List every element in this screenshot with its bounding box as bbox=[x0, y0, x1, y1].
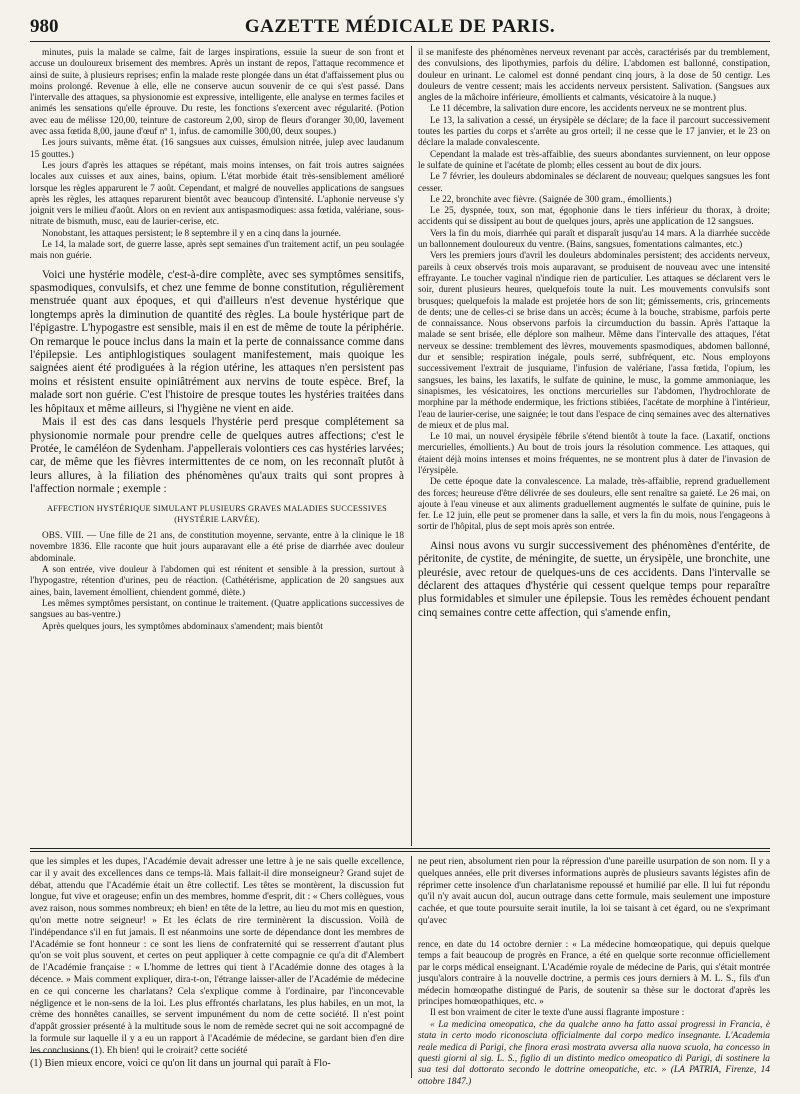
paragraph: Le 25, dyspnée, toux, son mat, égophonie dans le tiers inférieur du thorax, à droite; accidents qui se dissipent au bout de quelques jours, après une application de 12 sangsues. bbox=[418, 206, 770, 228]
paragraph: Vers les premiers jours d'avril les douleurs abdominales persistent; des accidents nerveux, pareils à ceux observés trois mois auparavant, se produisent de nouveau avec une intensité effrayante. Le toucher vaginal n'indique rien de particulier. Les attaques se déclarent vers le soir, durent plusieurs heures, quelquefois toute la nuit. Les mouvements convulsifs sont brusques; quelquefois la malade est projetée hors de son lit; gémissements, cris, grincements de dents; une de celles-ci se brise dans un accès; écume à la bouche, strabisme, parfois perte de connaissance. Nous observons parfois la circumduction du bassin. Après l'attaque la malade se sent brisée, elle déplore son malheur. Même dans l'intervalle des attaques, l'état nerveux se dessine: tremblement des lèvres, mouvements spasmodiques, abdomen ballonné, dur et sensible; respiration inégale, pouls serré, subfréquent, etc. Nous employons successivement l'extrait de jusquiame, l'infusion de valériane, l'assa fœtida, l'opium, les sangsues, les bains, les laxatifs, le sulfate de quinine, le musc, la gomme ammoniaque, les sinapismes, les vésicatoires, les onctions mercurielles sur l'abdomen, l'hydrochlorate de morphine par la méthode endermique, les frictions stibiées, l'acétate de morphine à l'intérieur, l'eau de laurier-cerise, une saignée; le tout dans l'espace de cinq semaines avec des alternatives de mieux et de plus mal. bbox=[418, 251, 770, 431]
paragraph: Cependant la malade est très-affaiblie, des sueurs abondantes surviennent, on leur oppose le sulfate de quinine et l'acétate de plomb; elles cessent au bout de dix jours. bbox=[418, 149, 770, 171]
paragraph: Le 11 décembre, la salivation dure encore, les accidents nerveux ne se montrent plus. bbox=[430, 104, 747, 115]
feuilleton-right-bottom bbox=[418, 940, 770, 1087]
feuilleton-right-top bbox=[418, 856, 770, 938]
page-title: GAZETTE MÉDICALE DE PARIS. bbox=[244, 16, 556, 37]
paragraph: OBS. VIII. — Une fille de 21 ans, de constitution moyenne, servante, entre à la clinique le 18 novembre 1836. Elle raconte que huit jours auparavant elle a été prise de diarrhée avec douleur abdominale. bbox=[30, 531, 404, 564]
paragraph: Le 10 mai, un nouvel érysipèle fébrile s'étend bientôt à toute la face. (Laxatif, onctions mercurielles, émollients.) Au bout de trois jours la résolution commence. Les attaques, qui étaient déjà moins intenses et moins fréquentes, ne se montrent plus à dater de l'invasion de l'érysipèle. bbox=[418, 432, 770, 476]
page-header bbox=[30, 14, 770, 42]
paragraph: De cette époque date la convalescence. La malade, très-affaiblie, reprend graduellement des forces; heureuse d'être délivrée de ses douleurs, elle sent renaître sa gaieté. Le 26 mai, on ajoute à l'eau vineuse et aux aliments graduellement augmentés le sulfate de quinine, puis le fer. Le 12 juin, elle peut se promener dans la salle, et vers la fin du mois, nous l'engageons à sortir de l'hôpital, plus de sept mois après son entrée. bbox=[418, 477, 770, 533]
paragraph: Il est bon vraiment de citer le texte d'une aussi flagrante imposture : bbox=[430, 1008, 685, 1019]
paragraph: ne peut rien, absolument rien pour la répression d'une pareille usurpation de son nom. Il y a quelques années, elle prit diverses informations auprès de plusieurs savants légistes afin de réprimer cette insolence d'un charlatanisme repoussé et humilié par elle. Il lui fut répondu qu'il n'y avait aucun dol, aucun outrage dans cette formule, mais seulement une imposture cachée, et que toute poursuite serait inutile, la loi se taisant à cet égard, ou ne s'exprimant qu'avec bbox=[418, 856, 770, 926]
section-heading: AFFECTION HYSTÉRIQUE SIMULANT PLUSIEURS GRAVES MALADIES SUCCESSIVES bbox=[47, 503, 387, 513]
right-column bbox=[418, 48, 770, 844]
paragraph: Le 22, bronchite avec fièvre. (Saignée de 300 gram., émollients.) bbox=[430, 194, 672, 205]
paragraph: Le 14, la malade sort, de guerre lasse, après sept semaines d'un traitement actif, un peu soulagée mais non guérie. bbox=[30, 240, 404, 262]
paragraph: Les jours suivants, même état. (16 sangsues aux cuisses, émulsion nitrée, julep avec laudanum 15 gouttes.) bbox=[30, 138, 404, 160]
section-subheading: (HYSTÉRIE LARVÉE). bbox=[174, 514, 260, 524]
section-rule bbox=[30, 848, 770, 849]
paragraph: rence, en date du 14 octobre dernier : « La médecine homœopatique, qui depuis quelque temps a fait beaucoup de progrès en France, a été en quelque sorte reconnue officiellement par le corps médical enseignant. L'Académie royale de médecine de Paris, qui s'était montrée jusqu'alors contraire à la nouvelle doctrine, a permis ces jours derniers à M. L. S., fils d'un médecin homœopathe distingué de Paris, de soutenir sa thèse sur le doctorat d'après les principes homœopathiques, etc. » bbox=[418, 940, 770, 1008]
paragraph: Après quelques jours, les symptômes abdominaux s'amendent; mais bientôt bbox=[42, 621, 323, 632]
paragraph: Voici une hystérie modèle, c'est-à-dire complète, avec ses symptômes sensitifs, spasmodiques, convulsifs, et chez une femme de bonne constitution, régulièrement menstruée quant aux époques, et qui d'ailleurs n'est devenue hystérique que longtemps après la diminution de quantité des règles. La boule hystérique part de l'épigastre. L'hypogastre est sensible, mais il en est de même de toute la périphérie. On remarque le pouce inclus dans la main et la perte de connaissance comme dans l'épilepsie. Les antiphlogistiques soulagent manifestement, mais quoique les saignées aient été prodiguées à la région utérine, les attaques n'en persistent pas moins et résistent ensuite opiniâtrément aux nervins de toute espèce. Bref, la malade sort non guérie. C'est l'histoire de presque toutes les hystéries traitées dans les hôpitaux et même ailleurs, si l'hygiène ne vient en aide. bbox=[30, 268, 404, 415]
footnote-rule bbox=[30, 1052, 90, 1053]
page-number: 980 bbox=[30, 16, 59, 37]
paragraph: Ainsi nous avons vu surgir successivement des phénomènes d'entérite, de péritonite, de cystite, de méningite, de suette, un érysipèle, une bronchite, une pleurésie, avec retour de quelques-uns de ces accidents. Dans l'intervalle se déclarent des attaques d'hystérie qui cessent quelque temps pour reparaître plus formidables et simuler une épilepsie. Tous les remèdes échouent pendant cinq semaines contre cette affection, qui s'amende enfin, bbox=[418, 539, 770, 619]
paragraph: Nonobstant, les attaques persistent; le 8 septembre il y en a cinq dans la journée. bbox=[42, 228, 341, 239]
paragraph: A son entrée, vive douleur à l'abdomen qui est rénitent et sensible à la pression, surtout à l'hypogastre, rétention d'urines, peu de réaction. (Cathétérisme, application de 20 sangsues aux aines, bain, lavement émollient, chiendent gommé, diète.) bbox=[30, 565, 404, 598]
header-rule bbox=[30, 41, 770, 42]
section-rule bbox=[30, 851, 770, 852]
paragraph: Le 13, la salivation a cessé, un érysipèle se déclare; de la face il parcourt successivement toutes les parties du corps et s'arrête au gros orteil; il ne cesse que le 17 janvier, et le 23 on déclare la malade convalescente. bbox=[418, 115, 770, 149]
paragraph: Mais il est des cas dans lesquels l'hystérie perd presque complétement sa physionomie normale pour prendre celle de quelques autres affections; c'est le Protée, le caméléon de Sydenham. J'appellerais volontiers ces cas hystéries larvées; car, de même que les fièvres intermittentes de ce nom, on les reconnaît plutôt à leurs allures, à la filiation des phénomènes qu'aux traits qui sont propres à l'affection normale ; exemple : bbox=[30, 416, 404, 496]
column-divider bbox=[411, 856, 412, 1078]
footnote: (1) Bien mieux encore, voici ce qu'on lit dans un journal qui paraît à Flo- bbox=[30, 1058, 331, 1069]
paragraph: Les jours d'après les attaques se répétant, mais moins intenses, on fait trois autres saignées locales aux cuisses et aux aines, bains, opium. L'état morbide était très-sensiblement amélioré lorsque les règles apparurent le 7 août. Cependant, et malgré de nouvelles applications de sangsues après les règles, les attaques reparurent bientôt avec beaucoup d'intensité. L'aphonie nerveuse s'y joignit vers le milieu d'août. Alors on en revient aux antispasmodiques: assa fœtida, valériane, sous-nitrate de bismuth, musc, eau de laurier-cerise, etc. bbox=[30, 160, 404, 228]
paragraph: que les simples et les dupes, l'Académie devait adresser une lettre à je ne sais quelle excellence, car il y avait des excellences dans ce temps-là. Mais fallait-il dire monseigneur? Grand sujet de débat, attendu que l'Académie était un être collectif. Les têtes se montèrent, la discussion fut longue, fut vive et orageuse; enfin un des membres, homme d'esprit, dit : « Chers collègues, vous avez raison, nous sommes nombreux; eh bien! en tête de la lettre, au lieu du mot mis en question, qu'on mette notre seigneur! » Et les éclats de rire terminèrent la discussion. Voilà de l'indépendance s'il en fut jamais. Il est néanmoins une sorte de dépendance dont les membres de l'Académie se font honneur : ce sont les liens de confraternité qui se resserrent d'autant plus qu'on se voit plus souvent, et certes on peut appliquer à cette compagnie ce qu'a dit d'Alembert de l'Académie française : « L'homme de lettres qui tient à l'Académie donne des otages à la décence. » Mais comment expliquer, dira-t-on, l'étrange laisser-aller de l'Académie de médecine en ce qui concerne les charlatans? Cela s'explique comme à l'ordinaire, par l'inconcevable négligence et le non-sens de la loi. Les plus effrontés charlatans, les plus habiles, en un mot, la crème des honnêtes canailles, se servent impunément du nom de cette société. Il n'est point d'appât grossier présenté à la multitude sous le nom de remède secret qui ne soit accompagné de la formule sur laquelle il y a eu un rapport à l'Académie de médecine, se gardant bien d'en dire les conclusions (1). Eh bien! qui le croirait? cette société bbox=[30, 856, 404, 1056]
paragraph: Les mêmes symptômes persistant, on continue le traitement. (Quatre applications successives de sangsues au bas-ventre.) bbox=[30, 598, 404, 621]
left-column bbox=[30, 48, 404, 844]
feuilleton-left bbox=[30, 856, 404, 1056]
paragraph: il se manifeste des phénomènes nerveux revenant par accès, caractérisés par du tremblement, des convulsions, des lipothymies, parfois du délire. L'abdomen est ballonné, constipation, douleur en urinant. Le calomel est donné pendant cinq jours, à la dose de 50 centigr. Les douleurs de ventre cessent; mais les accidents nerveux persistent. Salivation. (Sangsues aux angles de la mâchoire inférieure, émollients et calmants, vésicatoire à la nuque.) bbox=[418, 48, 770, 104]
quoted-paragraph: « La medicina omeopatica, che da qualche anno ha fatto assai progressi in Francia, è stata in certo modo riconosciuta officialmente dal corpo medico insegnante. L'Academia reale medica di Parigi, che finora erasi mostrata avversa alla nuova scuola, ha concesso in questi giorni al sig. L. S., figlio di un distinto medico omeopatico di Parigi, di sostinere la sua tesi dal dottorato secondo le dottrine omeopatiche, etc. » (LA PATRIA, Firenze, 14 ottobre 1847.) bbox=[418, 1019, 770, 1087]
column-divider bbox=[411, 46, 412, 846]
paragraph: minutes, puis la malade se calme, fait de larges inspirations, essuie la sueur de son front et accuse un douloureux brisement des membres. Après un instant de repos, l'attaque recommence et ainsi de suite, à plusieurs reprises; enfin la malade reste plongée dans un état d'affaissement plus ou moins prolongé. Revenue à elle, elle ne conserve aucun souvenir de ce qui s'est passé. Dans l'intervalle des attaques, sa physionomie est expressive, intelligente, elle analyse en termes faciles et animés les sensations qu'elle éprouve. Du reste, les fonctions s'exercent avec régularité. (Potion avec eau de mélisse 120,00, teinture de castoreum 2,00, sirop de fleurs d'oranger 30,00, lavement avec assa fœtida 8,00, jaune d'œuf nº 1, infus. de camomille 300,00, deux soupes.) bbox=[30, 48, 404, 138]
paragraph: Vers la fin du mois, diarrhée qui paraît et disparaît jusqu'au 14 mars. A la diarrhée succède un ballonnement douloureux du ventre. (Bains, sangsues, fomentations calmantes, etc.) bbox=[418, 228, 770, 251]
paragraph: Le 7 février, les douleurs abdominales se déclarent de nouveau; quelques sangsues les font cesser. bbox=[418, 172, 770, 194]
